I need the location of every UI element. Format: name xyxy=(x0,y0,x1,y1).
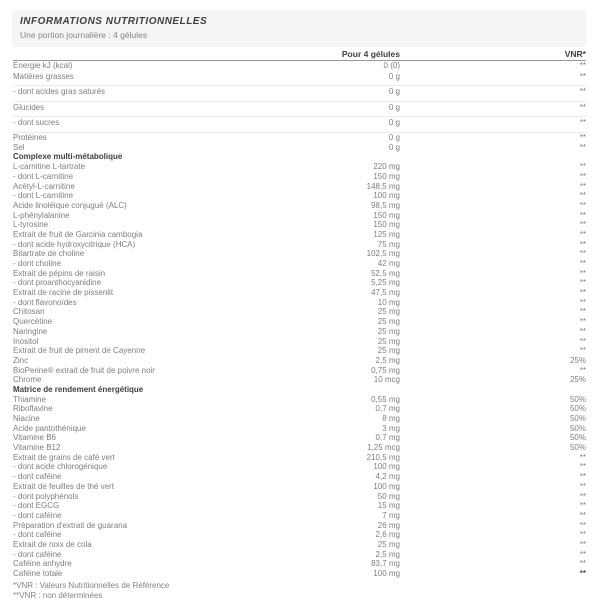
table-row xyxy=(13,540,586,550)
amount-value: 25 mg xyxy=(377,317,400,327)
ingredient-label: Niacine xyxy=(13,414,40,423)
vnr-value: ** xyxy=(579,288,586,298)
ingredient-label: Inositol xyxy=(13,336,39,346)
ingredient-label: Extrait de feuilles de thé vert xyxy=(13,481,114,491)
column-header-serving: Pour 4 gélules xyxy=(341,49,400,59)
ingredient-label: - dont acide chlorogénique xyxy=(13,462,108,472)
amount-value: 2,5 mg xyxy=(375,549,400,559)
table-row xyxy=(13,288,586,298)
vnr-value: ** xyxy=(579,501,586,511)
vnr-value: ** xyxy=(579,278,586,288)
ingredient-label: Energie kJ (kcal) xyxy=(13,61,73,70)
vnr-value: ** xyxy=(579,462,586,472)
amount-value: 25 mg xyxy=(377,326,400,336)
vnr-value: ** xyxy=(579,491,586,501)
vnr-value: ** xyxy=(579,520,586,530)
table-row xyxy=(13,530,586,540)
vnr-value: 50% xyxy=(569,394,586,404)
ingredient-label: Quercétine xyxy=(13,317,53,327)
amount-value: 42 mg xyxy=(377,259,400,268)
ingredient-label: Acide linoléique conjugué (ALC) xyxy=(13,200,127,210)
vnr-value: ** xyxy=(579,71,586,81)
ingredient-label: - dont proanthocyanidine xyxy=(13,278,102,288)
vnr-value: ** xyxy=(579,87,586,97)
ingredient-label: Extrait de fruit de piment de Cayenne xyxy=(13,346,146,356)
amount-value: 3 mg xyxy=(382,423,400,433)
amount-value: 100 mg xyxy=(373,481,400,491)
table-row xyxy=(13,501,586,511)
table-row xyxy=(13,278,586,288)
vnr-value: 50% xyxy=(569,433,586,443)
amount-value: 83,7 mg xyxy=(371,559,400,569)
amount-value: 0,75 mg xyxy=(371,365,400,375)
vnr-value: ** xyxy=(579,162,586,172)
amount-value: 102,5 mg xyxy=(366,249,400,259)
ingredient-label: Extrait de pépins de raisin xyxy=(13,268,106,278)
table-row xyxy=(13,404,586,414)
table-row xyxy=(13,117,586,133)
vnr-value: ** xyxy=(579,559,586,569)
table-row xyxy=(13,414,586,424)
ingredient-label: L-phénylalanine xyxy=(13,210,70,220)
vnr-value: ** xyxy=(579,297,586,307)
amount-value: 4,2 mg xyxy=(375,472,400,482)
amount-value: 125 mg xyxy=(373,229,400,239)
table-row xyxy=(13,182,586,192)
amount-value: 150 mg xyxy=(373,171,400,181)
table-row xyxy=(13,375,586,385)
ingredient-label: - dont caféine xyxy=(13,510,62,520)
table-row xyxy=(13,395,586,405)
ingredient-label: Extrait de noix de cola xyxy=(13,539,92,549)
vnr-value: ** xyxy=(579,530,586,540)
ingredient-label: Extrait de fruit de Garcinia cambogia xyxy=(13,229,143,239)
table-row xyxy=(13,559,586,569)
vnr-value: ** xyxy=(579,549,586,559)
section-header-row xyxy=(13,385,586,395)
table-row xyxy=(13,61,586,71)
ingredient-label: Matières grasses xyxy=(13,71,74,81)
ingredient-label: Protéines xyxy=(13,133,47,143)
ingredient-label: - dont L-carnitine xyxy=(13,171,74,181)
ingredient-label: BioPerine® extrait de fruit de poivre noir xyxy=(13,365,155,375)
amount-value: 8 mg xyxy=(382,414,400,423)
ingredient-label: Vitamine B6 xyxy=(13,433,56,443)
table-row xyxy=(13,511,586,521)
table-row xyxy=(13,230,586,240)
table-row xyxy=(13,211,586,221)
amount-value: 210,5 mg xyxy=(366,452,400,462)
ingredient-label: Riboflavine xyxy=(13,404,53,414)
table-row xyxy=(13,240,586,250)
ingredient-label: Préparation d'extrait de guarana xyxy=(13,520,128,530)
vnr-value: ** xyxy=(579,239,586,249)
vnr-value: ** xyxy=(579,181,586,191)
amount-value: 10 mcg xyxy=(373,375,400,385)
vnr-value: ** xyxy=(579,191,586,201)
vnr-value: ** xyxy=(579,365,586,375)
amount-value: 50 mg xyxy=(377,491,400,501)
ingredient-label: Acide pantothénique xyxy=(13,423,86,433)
nutrition-header-panel xyxy=(12,10,586,47)
vnr-value: ** xyxy=(579,452,586,462)
table-row xyxy=(13,220,586,230)
vnr-value: ** xyxy=(579,510,586,520)
vnr-value: ** xyxy=(579,249,586,259)
amount-value: 25 mg xyxy=(377,539,400,549)
vnr-value: ** xyxy=(579,481,586,491)
table-row xyxy=(13,71,586,87)
table-row xyxy=(13,191,586,201)
vnr-value: ** xyxy=(579,307,586,317)
vnr-value: ** xyxy=(579,210,586,220)
table-row xyxy=(13,102,586,118)
amount-value: 2,5 mg xyxy=(375,355,400,365)
table-row xyxy=(13,162,586,172)
table-row xyxy=(13,172,586,182)
amount-value: 7 mg xyxy=(382,510,400,520)
amount-value: 0,55 mg xyxy=(371,394,400,404)
ingredient-label: Extrait de grains de café vert xyxy=(13,452,115,462)
ingredient-label: Extrait de racine de pissenlit xyxy=(13,288,114,298)
vnr-value: 50% xyxy=(569,443,586,453)
vnr-value: ** xyxy=(579,200,586,210)
vnr-value: ** xyxy=(579,220,586,230)
ingredient-label: Vitamine B12 xyxy=(13,443,61,453)
amount-value: 0 g xyxy=(388,118,400,128)
amount-value: 148,5 mg xyxy=(366,181,400,191)
amount-value: 25 mg xyxy=(377,307,400,317)
ingredient-label: Sel xyxy=(13,142,25,152)
vnr-value: ** xyxy=(579,133,586,143)
table-row xyxy=(13,269,586,279)
section-header-row xyxy=(13,152,586,162)
ingredient-label: Naringine xyxy=(13,326,48,336)
ingredient-label: Chrome xyxy=(13,375,42,385)
table-row xyxy=(13,453,586,463)
ingredient-label: - dont choline xyxy=(13,259,62,268)
table-row xyxy=(13,492,586,502)
table-row xyxy=(13,307,586,317)
vnr-value: 50% xyxy=(569,414,586,423)
vnr-value: ** xyxy=(579,259,586,268)
table-row xyxy=(13,433,586,443)
amount-value: 100 mg xyxy=(373,191,400,201)
table-row xyxy=(13,298,586,308)
ingredient-label: - dont polyphénols xyxy=(13,491,79,501)
amount-value: 98,5 mg xyxy=(371,200,400,210)
ingredient-label: Acétyl-L-carnitine xyxy=(13,181,75,191)
vnr-value: ** xyxy=(579,268,586,278)
amount-value: 15 mg xyxy=(377,501,400,511)
vnr-value: ** xyxy=(579,142,586,152)
vnr-value: ** xyxy=(579,171,586,181)
amount-value: 150 mg xyxy=(373,210,400,220)
ingredient-label: - dont caféine xyxy=(13,530,62,540)
amount-value: 100 mg xyxy=(373,569,400,578)
vnr-value: 25% xyxy=(569,375,586,385)
footnote-vnr-reference: *VNR : Valeurs Nutritionnelles de Référence xyxy=(13,580,170,590)
table-row xyxy=(13,327,586,337)
page-title: INFORMATIONS NUTRITIONNELLES xyxy=(20,16,208,27)
amount-value: 25 mg xyxy=(377,336,400,346)
vnr-value: ** xyxy=(579,569,586,578)
table-row xyxy=(13,443,586,453)
amount-value: 52,5 mg xyxy=(371,268,400,278)
table-row xyxy=(13,346,586,356)
vnr-value: ** xyxy=(579,472,586,482)
ingredient-label: - dont caféine xyxy=(13,549,62,559)
nutrition-table xyxy=(13,49,586,579)
amount-value: 26 mg xyxy=(377,520,400,530)
amount-value: 0 g xyxy=(388,102,400,112)
vnr-value: ** xyxy=(579,118,586,128)
vnr-value: 25% xyxy=(569,355,586,365)
vnr-value: ** xyxy=(579,61,586,70)
nutrition-table-body xyxy=(13,61,586,579)
table-row xyxy=(13,249,586,259)
amount-value: 220 mg xyxy=(373,162,400,172)
amount-value: 75 mg xyxy=(377,239,400,249)
vnr-value: ** xyxy=(579,539,586,549)
ingredient-label: Chitosan xyxy=(13,307,45,317)
table-row xyxy=(13,337,586,347)
amount-value: 0 g xyxy=(388,133,400,143)
table-row xyxy=(13,356,586,366)
ingredient-label: - dont acides gras saturés xyxy=(13,87,106,97)
vnr-value: 50% xyxy=(569,423,586,433)
table-row xyxy=(13,86,586,102)
amount-value: 0 (0) xyxy=(383,61,400,70)
ingredient-label: Zinc xyxy=(13,355,29,365)
section-title: Complexe multi-métabolique xyxy=(13,152,123,162)
table-row xyxy=(13,366,586,376)
amount-value: 2,6 mg xyxy=(375,530,400,540)
vnr-value: ** xyxy=(579,229,586,239)
amount-value: 0 g xyxy=(388,71,400,81)
ingredient-label: - dont EGCG xyxy=(13,501,60,511)
section-title: Matrice de rendement énergétique xyxy=(13,384,144,394)
amount-value: 100 mg xyxy=(373,462,400,472)
column-header-vnr: VNR* xyxy=(564,49,586,59)
footnote-vnr-undetermined: **VNR : non déterminées xyxy=(13,591,103,600)
vnr-value: ** xyxy=(579,317,586,327)
table-row xyxy=(13,133,586,143)
footnotes xyxy=(13,581,586,600)
table-row xyxy=(13,482,586,492)
amount-value: 0 g xyxy=(388,142,400,152)
ingredient-label: L-tyrosine xyxy=(13,220,49,230)
amount-value: 25 mg xyxy=(377,346,400,356)
table-row xyxy=(13,143,586,153)
ingredient-label: Caféine anhydre xyxy=(13,559,72,569)
table-row xyxy=(13,259,586,269)
amount-value: 150 mg xyxy=(373,220,400,230)
table-row xyxy=(13,317,586,327)
amount-value: 47,5 mg xyxy=(371,288,400,298)
amount-value: 0,7 mg xyxy=(375,404,400,414)
amount-value: 0,7 mg xyxy=(375,433,400,443)
table-row xyxy=(13,462,586,472)
vnr-value: 50% xyxy=(569,404,586,414)
ingredient-label: Bitartrate de choline xyxy=(13,249,85,259)
table-row xyxy=(13,424,586,434)
table-row xyxy=(13,569,586,579)
table-row xyxy=(13,472,586,482)
ingredient-label: - dont acide hydroxycitrique (HCA) xyxy=(13,239,136,249)
ingredient-label: Glucides xyxy=(13,102,45,112)
amount-value: 0 g xyxy=(388,87,400,97)
table-row xyxy=(13,201,586,211)
ingredient-label: - dont caféine xyxy=(13,472,62,482)
serving-subtitle: Une portion journalière : 4 gélules xyxy=(20,30,148,40)
ingredient-label: - dont flavonoïdes xyxy=(13,297,77,307)
ingredient-label: - dont L-carnitine xyxy=(13,191,74,201)
table-row xyxy=(13,550,586,560)
amount-value: 10 mg xyxy=(377,297,400,307)
ingredient-label: L-carnitine L-tartrate xyxy=(13,162,86,172)
amount-value: 1,25 mcg xyxy=(367,443,400,453)
ingredient-label: Caféine totale xyxy=(13,569,63,578)
vnr-value: ** xyxy=(579,346,586,356)
vnr-value: ** xyxy=(579,102,586,112)
amount-value: 5,25 mg xyxy=(371,278,400,288)
vnr-value: ** xyxy=(579,336,586,346)
ingredient-label: - dont sucres xyxy=(13,118,60,128)
vnr-value: ** xyxy=(579,326,586,336)
table-row xyxy=(13,521,586,531)
ingredient-label: Thiamine xyxy=(13,394,46,404)
table-header-row xyxy=(13,49,586,61)
